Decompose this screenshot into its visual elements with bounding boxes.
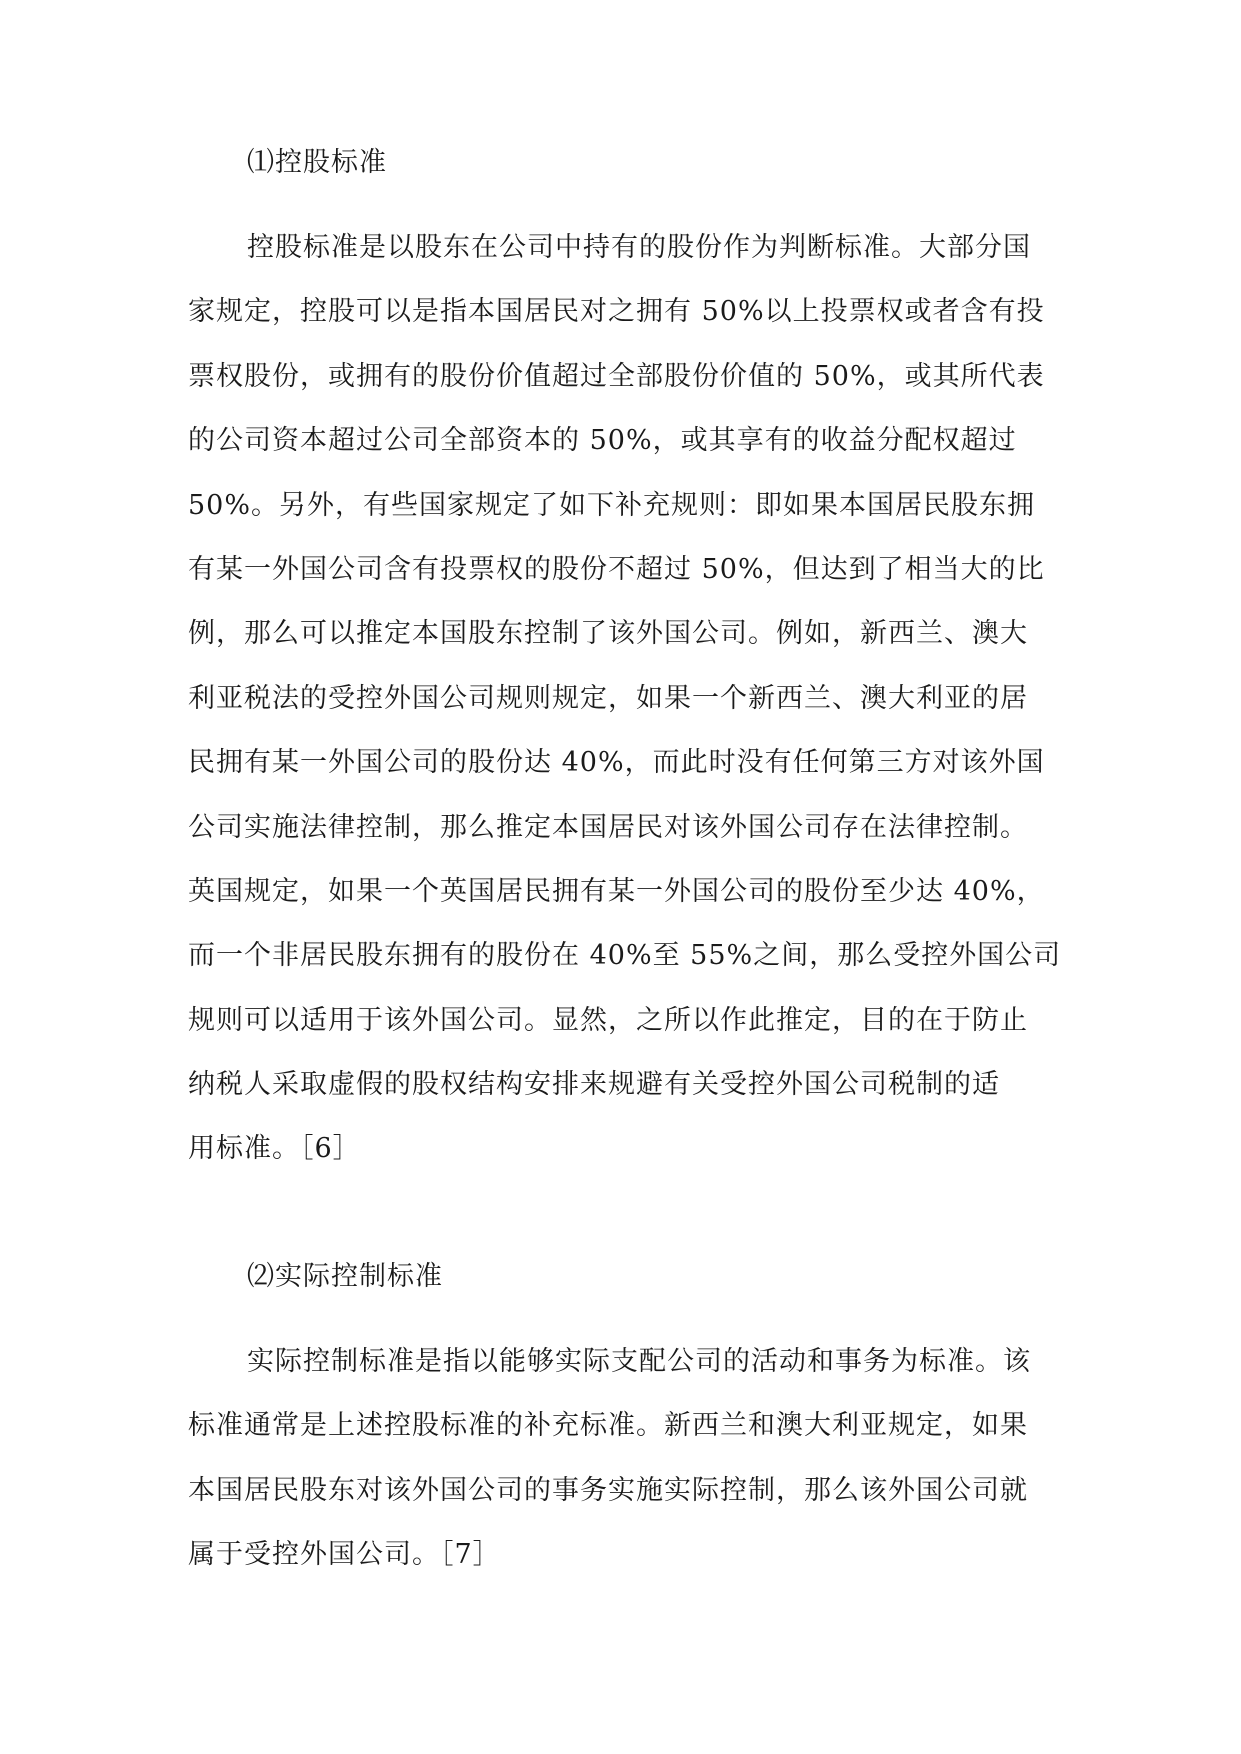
section-paragraph-1 bbox=[188, 216, 1062, 1182]
paragraph-line: 而一个非居民股东拥有的股份在 40%至 55%之间，那么受控外国公司 bbox=[188, 940, 1062, 972]
paragraph-line: 50%。另外，有些国家规定了如下补充规则：即如果本国居民股东拥 bbox=[188, 489, 1036, 521]
paragraph-line: 利亚税法的受控外国公司规则规定，如果一个新西兰、澳大利亚的居 bbox=[188, 682, 1028, 714]
paragraph-line: 标准通常是上述控股标准的补充标准。新西兰和澳大利亚规定，如果 bbox=[188, 1410, 1028, 1442]
paragraph-line: 英国规定，如果一个英国居民拥有某一外国公司的股份至少达 40%， bbox=[188, 875, 1045, 907]
paragraph-line: 用标准。［6］ bbox=[188, 1133, 361, 1165]
paragraph-line: 纳税人采取虚假的股权结构安排来规避有关受控外国公司税制的适 bbox=[188, 1069, 1000, 1101]
paragraph-line: 本国居民股东对该外国公司的事务实施实际控制，那么该外国公司就 bbox=[188, 1474, 1028, 1506]
paragraph-line: 例，那么可以推定本国股东控制了该外国公司。例如，新西兰、澳大 bbox=[188, 618, 1028, 650]
paragraph-line: 民拥有某一外国公司的股份达 40%，而此时没有任何第三方对该外国 bbox=[188, 747, 1045, 779]
section-heading-1: ⑴控股标准 bbox=[247, 147, 387, 178]
paragraph-line: 实际控制标准是指以能够实际支配公司的活动和事务为标准。该 bbox=[247, 1346, 1031, 1377]
paragraph-line: 控股标准是以股东在公司中持有的股份作为判断标准。大部分国 bbox=[247, 232, 1031, 263]
paragraph-line: 有某一外国公司含有投票权的股份不超过 50%，但达到了相当大的比 bbox=[188, 553, 1045, 585]
section-heading-2: ⑵实际控制标准 bbox=[247, 1261, 443, 1292]
paragraph-line: 票权股份，或拥有的股份价值超过全部股份价值的 50%，或其所代表 bbox=[188, 360, 1045, 392]
paragraph-line: 规则可以适用于该外国公司。显然，之所以作此推定，目的在于防止 bbox=[188, 1004, 1028, 1036]
paragraph-line: 公司实施法律控制，那么推定本国居民对该外国公司存在法律控制。 bbox=[188, 811, 1028, 843]
paragraph-line: 家规定，控股可以是指本国居民对之拥有 50%以上投票权或者含有投 bbox=[188, 296, 1045, 328]
paragraph-line: 的公司资本超过公司全部资本的 50%，或其享有的收益分配权超过 bbox=[188, 425, 1017, 457]
section-paragraph-2 bbox=[188, 1330, 1052, 1588]
paragraph-line: 属于受控外国公司。［7］ bbox=[188, 1539, 501, 1571]
